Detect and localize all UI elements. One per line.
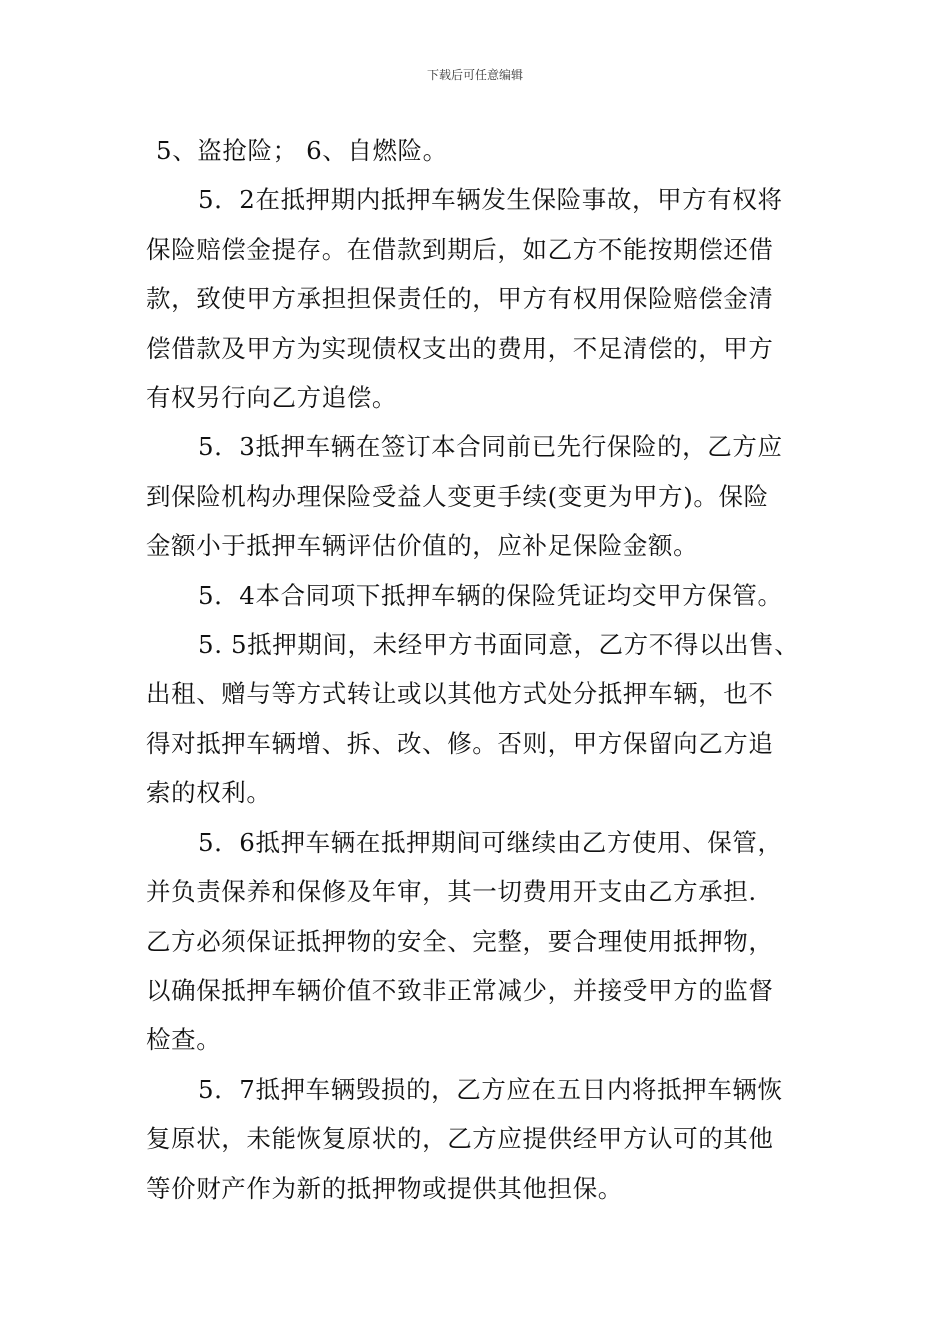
text-line: 以确保抵押车辆价值不致非正常减少，并接受甲方的监督 (146, 975, 774, 1005)
paragraph-5-7-start: 5．7抵押车辆毁损的，乙方应在五日内将抵押车辆恢 (198, 1074, 783, 1104)
text-line: 复原状，未能恢复原状的，乙方应提供经甲方认可的其他 (146, 1124, 774, 1154)
document-body (146, 126, 836, 1213)
text-line: 出租、赠与等方式转让或以其他方式处分抵押车辆，也不 (146, 679, 774, 709)
text-line: 5、盗抢险； 6、自燃险。 (156, 136, 448, 165)
text-line: 款，致使甲方承担担保责任的，甲方有权用保险赔偿金清 (146, 284, 774, 314)
text-line: 有权另行向乙方追偿。 (146, 383, 397, 413)
text-line: 金额小于抵押车辆评估价值的，应补足保险金额。 (146, 531, 699, 561)
paragraph-5-5-start: 5. 5抵押期间，未经甲方书面同意，乙方不得以出售、 (198, 630, 800, 660)
text-line: 保险赔偿金提存。在借款到期后，如乙方不能按期偿还借 (146, 234, 774, 264)
page-header: 下载后可任意编辑 (426, 68, 523, 82)
text-line: 乙方必须保证抵押物的安全、完整，要合理使用抵押物， (146, 926, 774, 956)
paragraph-5-4-start: 5．4本合同项下抵押车辆的保险凭证均交甲方保管。 (198, 580, 783, 610)
text-line: 得对抵押车辆增、拆、改、修。否则，甲方保留向乙方追 (146, 728, 774, 758)
paragraph-5-2-start: 5．2在抵押期内抵押车辆发生保险事故，甲方有权将 (198, 185, 783, 215)
paragraph-5-6-start: 5．6抵押车辆在抵押期间可继续由乙方使用、保管， (198, 827, 783, 857)
text-line: 偿借款及甲方为实现债权支出的费用，不足清偿的，甲方 (146, 333, 774, 363)
text-line: 并负责保养和保修及年审，其一切费用开支由乙方承担. (146, 877, 757, 907)
text-line: 到保险机构办理保险受益人变更手续(变更为甲方)。保险 (146, 481, 769, 511)
paragraph-5-3-start: 5．3抵押车辆在签订本合同前已先行保险的，乙方应 (198, 432, 783, 462)
text-line: 等价财产作为新的抵押物或提供其他担保。 (146, 1173, 623, 1203)
text-line: 检查。 (146, 1025, 222, 1055)
text-line: 索的权利。 (146, 778, 272, 808)
